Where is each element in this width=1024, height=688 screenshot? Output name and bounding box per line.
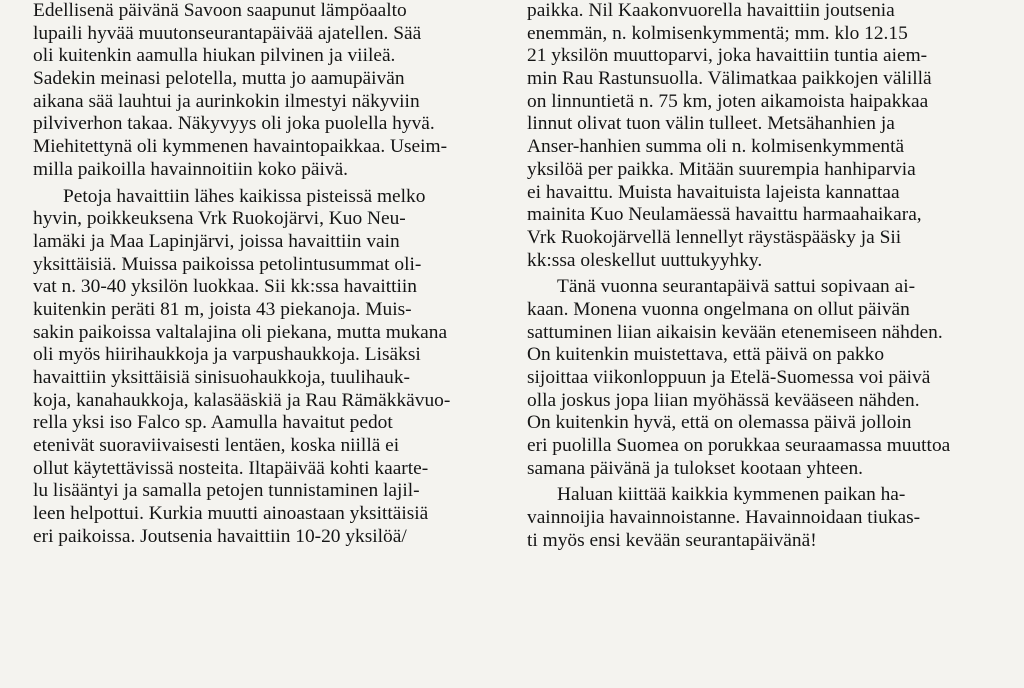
- text-line: leen helpottui. Kurkia muutti ainoastaan yksittäisiä: [33, 503, 429, 525]
- text-line: yksilöä per paikka. Mitään suurempia hanhiparvia: [527, 158, 916, 180]
- text-line: sakin paikoissa valtalajina oli piekana, mutta mukana: [33, 321, 448, 343]
- text-line: havaittiin yksittäisiä sinisuohaukkoja, tuulihauk-: [33, 367, 410, 388]
- text-line: aikana sää lauhtui ja aurinkokin ilmestyi näkyviin: [33, 90, 420, 112]
- text-line: koja, kanahaukkoja, kalasääskiä ja Rau Rämäkkävuo-: [33, 389, 451, 411]
- text-line: eri paikoissa. Joutsenia havaittiin 10-20 yksilöä/: [33, 525, 407, 547]
- text-line: kaan. Monena vuonna ongelmana on ollut päivän: [527, 298, 910, 320]
- text-line: mainita Kuo Neulamäessä havaittu harmaahaikara,: [527, 204, 922, 226]
- text-line: 21 yksilön muuttoparvi, joka havaittiin tuntia aiem-: [527, 45, 928, 67]
- text-line: sijoittaa viikonloppuun ja Etelä-Suomessa voi päivä: [527, 367, 931, 388]
- text-line: Haluan kiittää kaikkia kymmenen paikan ha-: [557, 484, 906, 506]
- text-line: lu lisääntyi ja samalla petojen tunnistaminen lajil-: [33, 480, 420, 502]
- text-line: lupaili hyvää muutonseurantapäivää ajatellen. Sää: [33, 22, 422, 44]
- text-line: Edellisenä päivänä Savoon saapunut lämpöaalto: [33, 0, 407, 21]
- text-line: eri puolilla Suomea on porukkaa seuraamassa muuttoa: [527, 435, 951, 457]
- text-line: ollut käytettävissä nosteita. Iltapäivää kohti kaarte-: [33, 457, 429, 479]
- paragraph: [527, 276, 1001, 480]
- text-line: milla paikoilla havainnoitiin koko päivä.: [33, 158, 349, 180]
- text-line: On kuitenkin hyvä, että on olemassa päivä jolloin: [527, 412, 912, 434]
- text-line: Sadekin meinasi pelotella, mutta jo aamupäivän: [33, 68, 405, 90]
- text-line: Anser-hanhien summa oli n. kolmisenkymmentä: [527, 136, 905, 158]
- paragraph: [527, 0, 1001, 272]
- text-line: rella yksi iso Falco sp. Aamulla havaitut pedot: [33, 412, 393, 434]
- text-line: Vrk Ruokojärvellä lennellyt räystäspääsky ja Sii: [527, 226, 902, 248]
- paragraph: [33, 0, 503, 182]
- text-line: ti myös ensi kevään seurantapäivänä!: [527, 529, 817, 551]
- text-line: kk:ssa oleskellut uuttukyyhky.: [527, 249, 763, 271]
- text-line: Petoja havaittiin lähes kaikissa pisteissä melko: [63, 185, 426, 207]
- text-line: oli kuitenkin aamulla hiukan pilvinen ja viileä.: [33, 45, 396, 67]
- text-line: kuitenkin peräti 81 m, joista 43 piekanoja. Muis-: [33, 298, 412, 320]
- text-line: On kuitenkin muistettava, että päivä on pakko: [527, 344, 885, 366]
- paragraph: [33, 186, 503, 549]
- text-line: ei havaittu. Muista havaituista lajeista kannattaa: [527, 181, 900, 203]
- text-line: sattuminen liian aikaisin kevään etenemiseen nähden.: [527, 321, 943, 343]
- text-line: Miehitettynä oli kymmenen havaintopaikkaa. Useim-: [33, 136, 448, 158]
- text-line: samana päivänä ja tulokset kootaan yhteen.: [527, 457, 863, 479]
- text-line: linnut olivat tuon välin tulleet. Metsähanhien ja: [527, 113, 895, 135]
- text-line: lamäki ja Maa Lapinjärvi, joissa havaittiin vain: [33, 230, 400, 252]
- text-line: hyvin, poikkeuksena Vrk Ruokojärvi, Kuo Neu-: [33, 208, 406, 230]
- text-line: min Rau Rastunsuolla. Välimatkaa paikkojen välillä: [527, 68, 932, 90]
- text-line: yksittäisiä. Muissa paikoissa petolintusummat oli-: [33, 253, 422, 275]
- left-column: [33, 0, 503, 549]
- text-line: enemmän, n. kolmisenkymmentä; mm. klo 12.15: [527, 22, 908, 44]
- text-line: oli myös hiirihaukkoja ja varpushaukkoja. Lisäksi: [33, 344, 421, 366]
- text-line: etenivät suoraviivaisesti lentäen, koska niillä ei: [33, 435, 400, 457]
- text-line: Tänä vuonna seurantapäivä sattui sopivaan ai-: [557, 276, 916, 298]
- text-line: vat n. 30-40 yksilön luokkaa. Sii kk:ssa havaittiin: [33, 276, 418, 298]
- text-line: olla joskus jopa liian myöhässä kevääseen nähden.: [527, 389, 920, 411]
- text-line: paikka. Nil Kaakonvuorella havaittiin joutsenia: [527, 0, 895, 21]
- text-line: on linnuntietä n. 75 km, joten aikamoista haipakkaa: [527, 90, 929, 112]
- text-line: pilviverhon takaa. Näkyvyys oli joka puolella hyvä.: [33, 113, 435, 135]
- paragraph: [527, 484, 1001, 552]
- text-line: vainnoijia havainnoistanne. Havainnoidaan tiukas-: [527, 507, 921, 529]
- right-column: [527, 0, 1001, 553]
